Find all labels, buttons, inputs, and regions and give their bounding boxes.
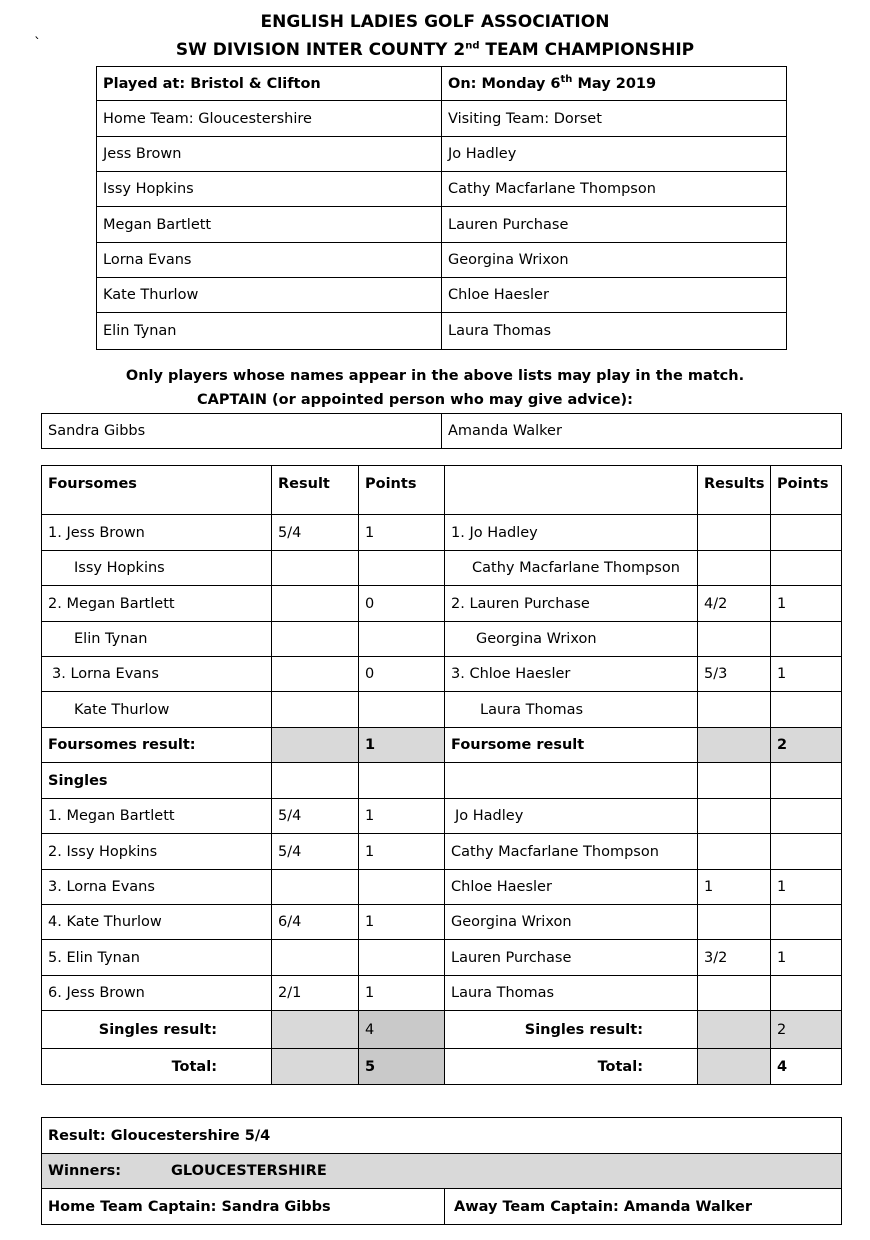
foursome-home-points [359, 622, 445, 657]
single-home: 1. Megan Bartlett [42, 799, 272, 834]
single-away-result [698, 799, 771, 834]
singles-result-label: Singles result: [42, 1011, 272, 1049]
home-team: Home Team: Gloucestershire [97, 101, 442, 137]
empty-cell [272, 763, 359, 799]
foursome-home: Issy Hopkins [42, 551, 272, 586]
single-home-result: 5/4 [272, 799, 359, 834]
away-names-header [445, 466, 698, 515]
points-header: Points [359, 466, 445, 515]
foursome-result-blank [698, 728, 771, 763]
singles-result-away-points: 2 [771, 1011, 842, 1049]
singles-label: Singles [42, 763, 272, 799]
single-away-result [698, 976, 771, 1011]
winners-label: Winners: [48, 1163, 122, 1179]
single-away-result [698, 905, 771, 940]
results-header: Results [698, 466, 771, 515]
single-away: Chloe Haesler [445, 870, 698, 905]
single-home-result [272, 870, 359, 905]
singles-result-home-points: 4 [359, 1011, 445, 1049]
total-label: Total: [42, 1049, 272, 1085]
foursome-away-result: 5/3 [698, 657, 771, 692]
foursomes-result-home-points: 1 [359, 728, 445, 763]
away-player: Jo Hadley [442, 137, 787, 172]
winners-value: GLOUCESTERSHIRE [171, 1163, 327, 1179]
single-away-points [771, 799, 842, 834]
single-home-points: 1 [359, 834, 445, 870]
foursome-away-points [771, 622, 842, 657]
single-away: Lauren Purchase [445, 940, 698, 976]
empty-cell [698, 763, 771, 799]
captain-heading: CAPTAIN (or appointed person who may give advice): [197, 392, 633, 408]
single-away-points [771, 905, 842, 940]
foursome-home-result [272, 622, 359, 657]
foursomes-result-blank [272, 728, 359, 763]
foursome-away-result [698, 551, 771, 586]
total-label-away: Total: [445, 1049, 698, 1085]
foursome-away: Cathy Macfarlane Thompson [445, 551, 698, 586]
single-away-result: 3/2 [698, 940, 771, 976]
single-home: 2. Issy Hopkins [42, 834, 272, 870]
empty-cell [445, 763, 698, 799]
eligibility-note: Only players whose names appear in the above lists may play in the match. [125, 368, 745, 384]
foursome-result-away-points: 2 [771, 728, 842, 763]
single-away: Cathy Macfarlane Thompson [445, 834, 698, 870]
foursome-home-points: 1 [359, 515, 445, 551]
total-blank [272, 1049, 359, 1085]
single-home-result: 5/4 [272, 834, 359, 870]
single-home-result: 6/4 [272, 905, 359, 940]
single-home: 3. Lorna Evans [42, 870, 272, 905]
foursome-home: Kate Thurlow [42, 692, 272, 728]
captains-table [41, 413, 842, 449]
foursome-home-result [272, 551, 359, 586]
single-home-points: 1 [359, 799, 445, 834]
foursome-home-points: 0 [359, 586, 445, 622]
home-player: Elin Tynan [97, 313, 442, 350]
single-away-points [771, 834, 842, 870]
foursome-away-points [771, 692, 842, 728]
winners-row [42, 1154, 842, 1189]
visiting-team: Visiting Team: Dorset [442, 101, 787, 137]
result-header: Result [272, 466, 359, 515]
home-team-captain: Home Team Captain: Sandra Gibbs [42, 1189, 445, 1225]
single-home-result: 2/1 [272, 976, 359, 1011]
match-result: Result: Gloucestershire 5/4 [42, 1118, 842, 1154]
single-away-points: 1 [771, 870, 842, 905]
away-player: Chloe Haesler [442, 278, 787, 313]
foursome-home-result [272, 657, 359, 692]
foursome-home: 1. Jess Brown [42, 515, 272, 551]
empty-cell [771, 763, 842, 799]
foursome-away: 1. Jo Hadley [445, 515, 698, 551]
away-player: Cathy Macfarlane Thompson [442, 172, 787, 207]
teams-table [96, 66, 787, 350]
foursome-away: Laura Thomas [445, 692, 698, 728]
away-player: Georgina Wrixon [442, 243, 787, 278]
single-home-points: 1 [359, 905, 445, 940]
total-home-points: 5 [359, 1049, 445, 1085]
foursomes-result-label: Foursomes result: [42, 728, 272, 763]
away-team-captain: Away Team Captain: Amanda Walker [445, 1189, 842, 1225]
singles-result-blank-away [698, 1011, 771, 1049]
foursome-home: Elin Tynan [42, 622, 272, 657]
scores-table [41, 465, 842, 1085]
foursome-home-points [359, 692, 445, 728]
total-away-points: 4 [771, 1049, 842, 1085]
foursome-home-result [272, 586, 359, 622]
championship-title: SW DIVISION INTER COUNTY 2nd TEAM CHAMPIONSHIP [175, 40, 695, 60]
single-home: 6. Jess Brown [42, 976, 272, 1011]
single-home: 4. Kate Thurlow [42, 905, 272, 940]
foursome-away-result [698, 692, 771, 728]
single-away-points: 1 [771, 940, 842, 976]
single-away: Laura Thomas [445, 976, 698, 1011]
home-player: Lorna Evans [97, 243, 442, 278]
away-captain: Amanda Walker [442, 414, 842, 449]
foursome-home-points: 0 [359, 657, 445, 692]
foursome-away-result: 4/2 [698, 586, 771, 622]
single-away: Georgina Wrixon [445, 905, 698, 940]
foursome-result-label: Foursome result [445, 728, 698, 763]
away-player: Laura Thomas [442, 313, 787, 350]
foursome-home-points [359, 551, 445, 586]
foursome-home-result: 5/4 [272, 515, 359, 551]
points-header-away: Points [771, 466, 842, 515]
single-away-points [771, 976, 842, 1011]
single-home-points: 1 [359, 976, 445, 1011]
association-title: ENGLISH LADIES GOLF ASSOCIATION [260, 12, 610, 32]
home-player: Jess Brown [97, 137, 442, 172]
played-at: Played at: Bristol & Clifton [97, 67, 442, 101]
single-away: Jo Hadley [445, 799, 698, 834]
singles-result-blank [272, 1011, 359, 1049]
single-away-result: 1 [698, 870, 771, 905]
foursome-away-points [771, 551, 842, 586]
home-player: Kate Thurlow [97, 278, 442, 313]
stray-mark: ` [34, 36, 41, 52]
home-player: Megan Bartlett [97, 207, 442, 243]
home-player: Issy Hopkins [97, 172, 442, 207]
foursome-away-result [698, 622, 771, 657]
foursome-away-points: 1 [771, 586, 842, 622]
foursome-away-points: 1 [771, 657, 842, 692]
foursomes-header: Foursomes [42, 466, 272, 515]
single-away-result [698, 834, 771, 870]
single-home-points [359, 940, 445, 976]
foursome-away: 3. Chloe Haesler [445, 657, 698, 692]
foursome-away: Georgina Wrixon [445, 622, 698, 657]
single-home-points [359, 870, 445, 905]
foursome-away-points [771, 515, 842, 551]
singles-result-label-away: Singles result: [445, 1011, 698, 1049]
total-blank-away [698, 1049, 771, 1085]
home-captain: Sandra Gibbs [42, 414, 442, 449]
foursome-home-result [272, 692, 359, 728]
foursome-home: 3. Lorna Evans [42, 657, 272, 692]
foursome-home: 2. Megan Bartlett [42, 586, 272, 622]
away-player: Lauren Purchase [442, 207, 787, 243]
empty-cell [359, 763, 445, 799]
single-home-result [272, 940, 359, 976]
match-date: On: Monday 6th May 2019 [442, 67, 787, 101]
foursome-away: 2. Lauren Purchase [445, 586, 698, 622]
foursome-away-result [698, 515, 771, 551]
single-home: 5. Elin Tynan [42, 940, 272, 976]
summary-table [41, 1117, 842, 1225]
